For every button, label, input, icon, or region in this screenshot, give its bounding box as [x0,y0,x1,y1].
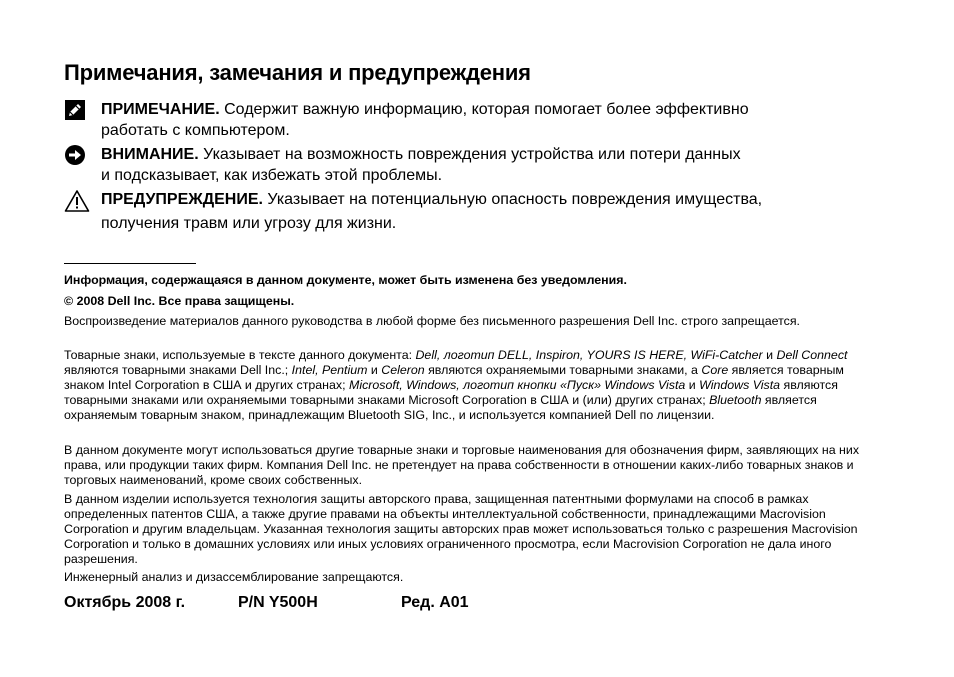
warning-notice [64,188,844,238]
trademarks-text [64,348,864,423]
tm-text-1: Товарные знаки, используемые в тексте данного документа: [64,348,416,362]
stop-arrow-icon [64,144,86,166]
caution-line-2: и подсказывает, как избежать этой проблемы. [101,167,443,184]
note-line-2: работать с компьютером. [101,122,290,139]
tm-text-7: и [685,378,700,392]
footer-revision: Ред. A01 [401,594,469,611]
tm-text-2: и [762,348,777,362]
caution-line-1: Указывает на возможность повреждения устройства или потери данных [198,146,741,163]
tm-text-8: являются товарными знаками или охраняемыми товарными знаками Microsoft Corporation в США и (или) других странах; [64,378,838,407]
note-text [101,99,861,141]
copyright: © 2008 Dell Inc. Все права защищены. [64,294,295,308]
tm-italic-7: Windows Vista [699,378,781,392]
caution-notice [64,144,844,188]
caution-lead: ВНИМАНИЕ. [101,146,199,163]
warning-line-1: Указывает на потенциальную опасность повреждения имущества, [262,191,763,208]
info-change-notice: Информация, содержащаяся в данном документе, может быть изменена без уведомления. [64,273,627,287]
tm-italic-1: Dell, логотип DELL, Inspiron, YOURS IS HERE, WiFi-Catcher [415,348,763,362]
tm-text-4: и [367,363,382,377]
tm-italic-6: Microsoft, Windows, логотип кнопки «Пуск» Windows Vista [349,378,686,392]
reproduction-text: Воспроизведение материалов данного руководства в любой форме без письменного разрешения Dell Inc. строго запрещается. [64,314,800,328]
page-title: Примечания, замечания и предупреждения [64,60,531,85]
other-trademarks-text: В данном документе могут использоваться другие товарные знаки и торговые наименования для обозначения фирм, заявляющих на них права, или продукции таких фирм. Компания Dell Inc. не претендует на права собственности в отношении каких-либо товарных знаков и торговых наименований, кроме своих собственных. [64,443,860,487]
note-lead: ПРИМЕЧАНИЕ. [101,101,220,118]
tm-text-6: является товарным знаком Intel Corporation в США и других странах; [64,363,844,392]
document-footer [64,594,764,616]
tm-italic-3: Intel, Pentium [291,363,368,377]
warning-lead: ПРЕДУПРЕЖДЕНИЕ. [101,191,263,208]
reverse-engineering-notice [64,570,864,585]
warning-text [101,188,861,236]
trademarks-paragraph [64,348,864,423]
tm-italic-5: Core [701,363,729,377]
divider [64,263,196,264]
macrovision-paragraph [64,492,864,567]
macrovision-text: В данном изделии используется технология защиты авторского права, защищенная патентными формулами на способ в рамках определенных патентов США, а также другие правами на объекты интеллектуальной собственности, принадлежащими Macrovision Corporation и другим владельцам. Указанная технология защиты авторских прав может использоваться только с разрешения Macrovision Corporation и только в домашних условиях или иных условиях ограниченного просмотра, если Macrovision Corporation не дала иного разрешения. [64,492,858,566]
tm-italic-8: Bluetooth [709,393,762,407]
tm-text-9: является охраняемым товарным знаком, принадлежащим Bluetooth SIG, Inc., и используется компанией Dell по лицензии. [64,393,817,422]
pencil-note-icon [64,99,86,121]
tm-italic-2: Dell Connect [776,348,848,362]
tm-text-3: являются товарными знаками Dell Inc.; [64,363,292,377]
reproduction-notice [64,314,864,329]
note-line-1: Содержит важную информацию, которая помогает более эффективно [219,101,749,118]
warning-triangle-icon [64,189,90,213]
reverse-engineering-text: Инженерный анализ и дизассемблирование запрещаются. [64,570,404,584]
caution-text [101,144,861,186]
note-notice [64,99,844,143]
tm-italic-4: Celeron [381,363,425,377]
footer-part-number: P/N Y500H [238,594,318,611]
tm-text-5: являются охраняемыми товарными знаками, а [424,363,702,377]
other-trademarks-paragraph [64,443,864,488]
footer-date: Октябрь 2008 г. [64,594,186,611]
warning-line-2: получения травм или угрозу для жизни. [101,215,397,232]
